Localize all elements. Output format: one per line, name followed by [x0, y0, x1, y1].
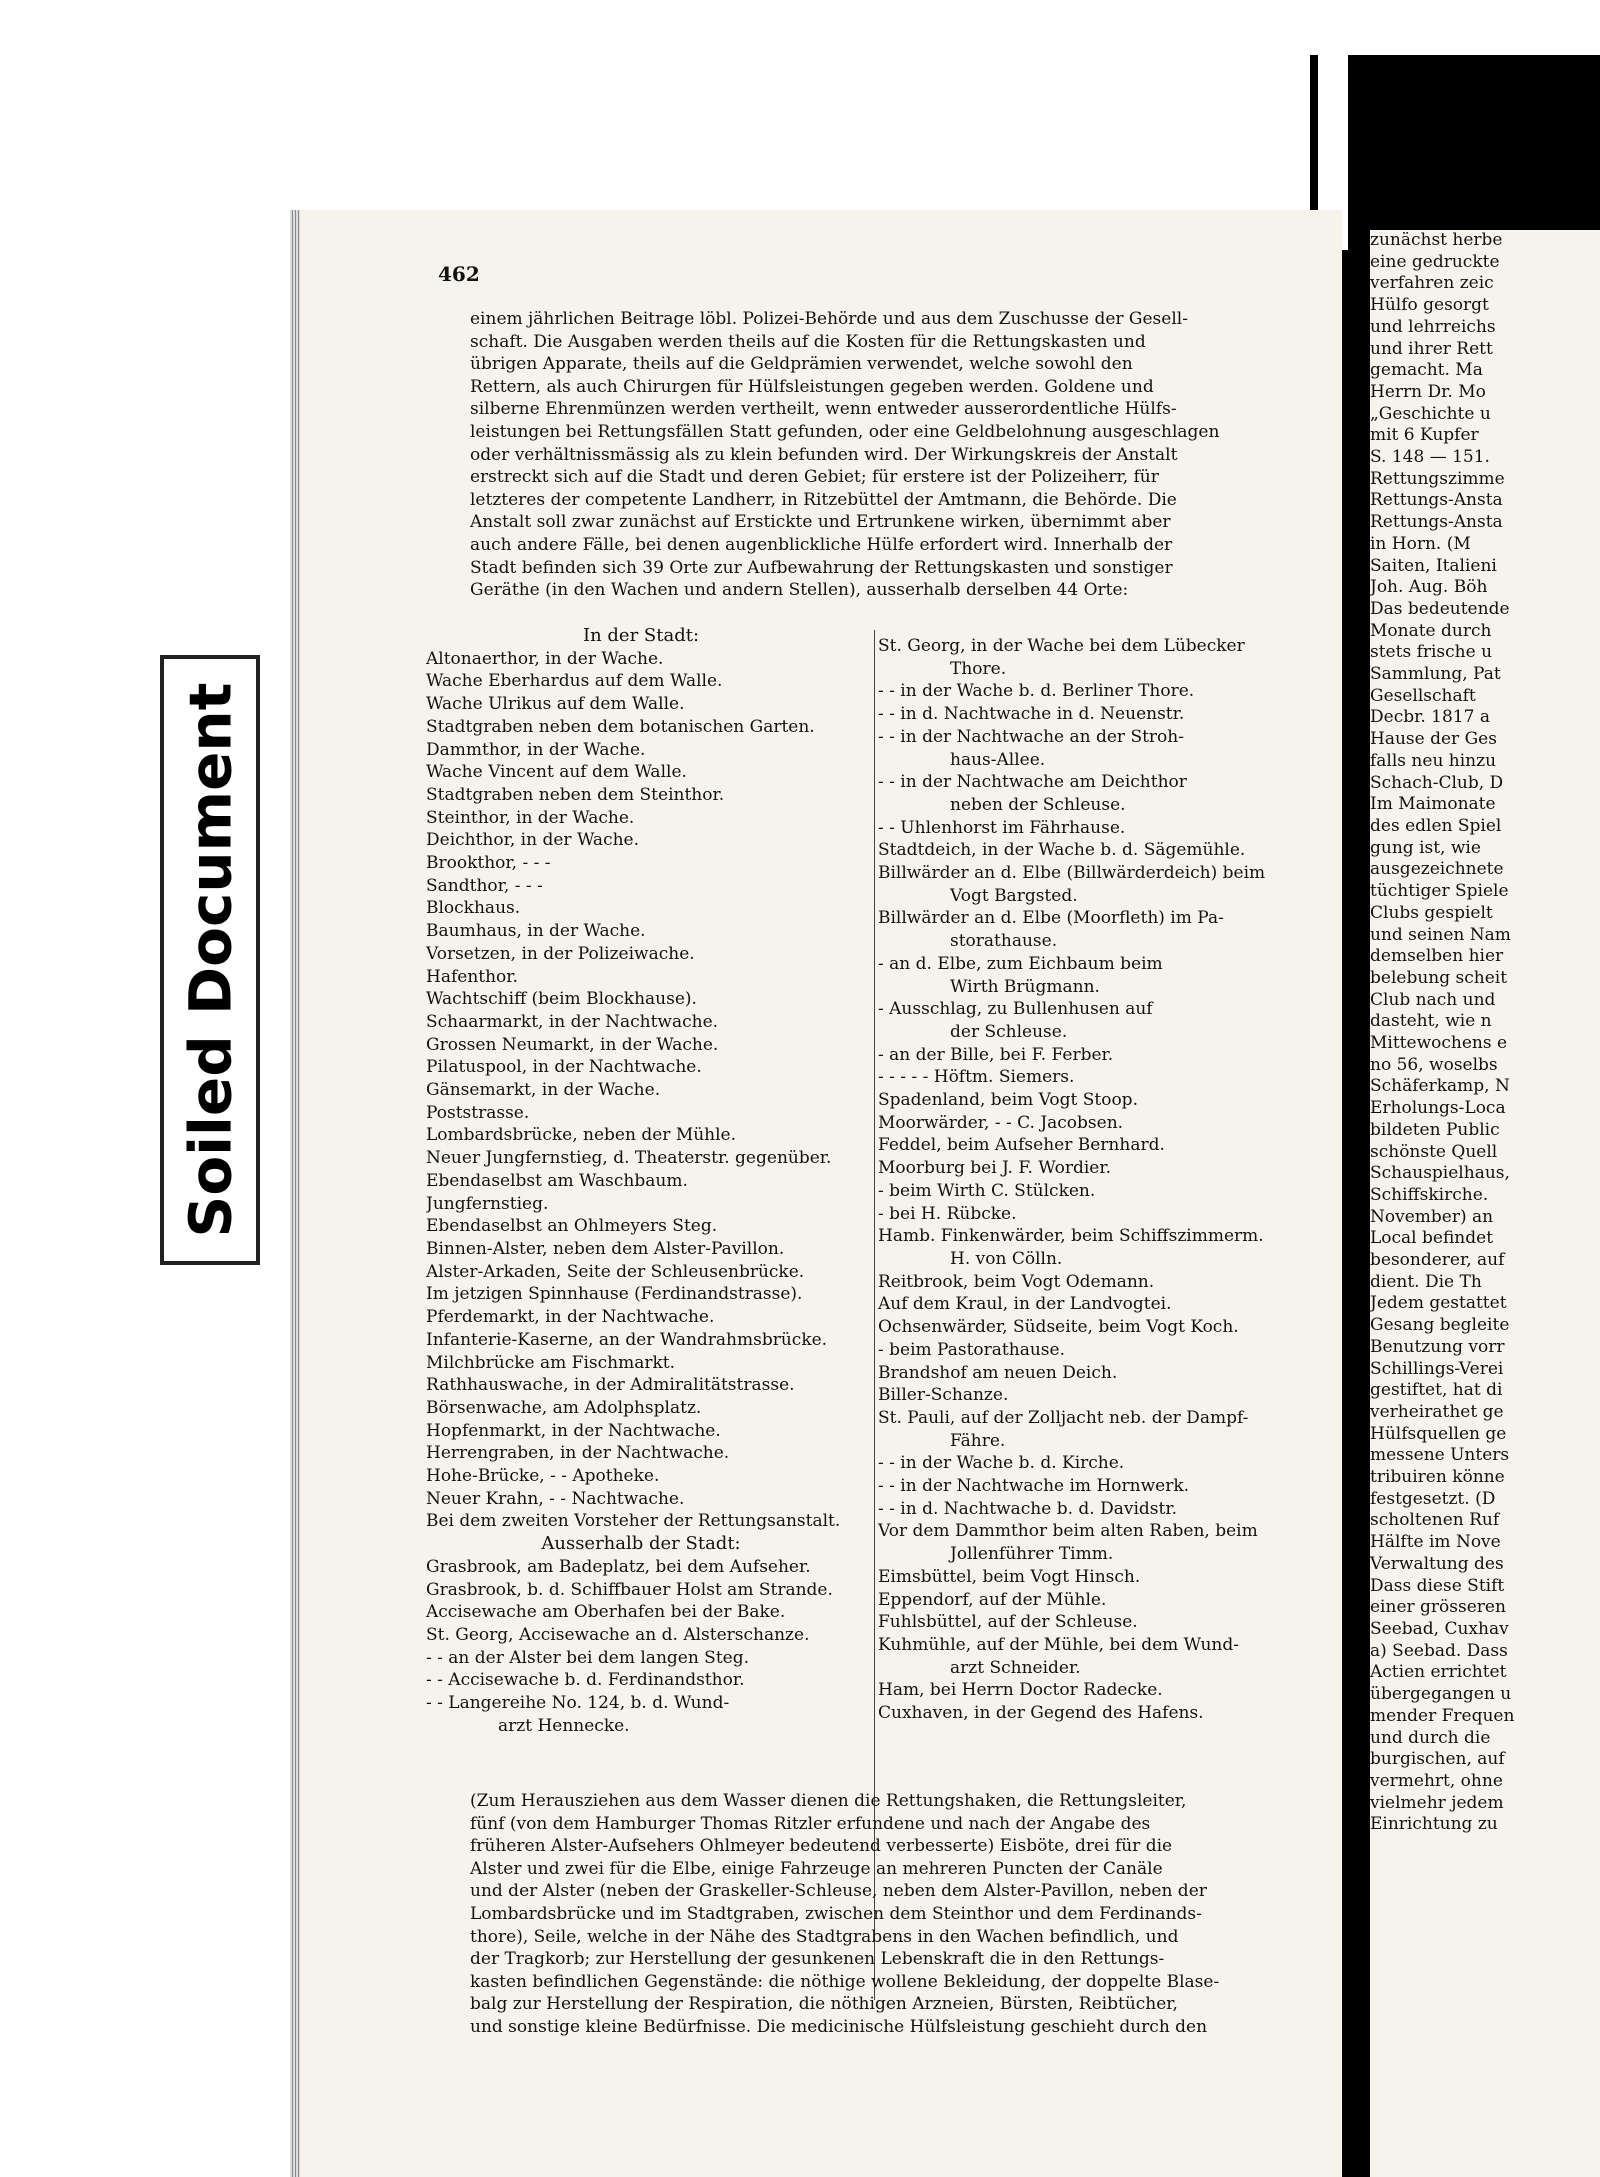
list-item: - - in der Nachtwache am Deichthor: [878, 772, 1187, 793]
list-item: Milchbrücke am Fischmarkt.: [426, 1352, 675, 1373]
list-item: Billwärder an d. Elbe (Billwärderdeich) beim: [878, 863, 1266, 884]
text-line: S. 148 — 151.: [1370, 447, 1490, 468]
list-item: - beim Pastorathause.: [878, 1339, 1065, 1360]
text-line: Verwaltung des: [1370, 1553, 1504, 1574]
list-item: - an d. Elbe, zum Eichbaum beim: [878, 953, 1163, 974]
text-line: Decbr. 1817 a: [1370, 707, 1490, 728]
list-item: Herrengraben, in der Nachtwache.: [426, 1443, 730, 1464]
text-line: gemacht. Ma: [1370, 360, 1483, 381]
text-line: auch andere Fälle, bei denen augenblickliche Hülfe erfordert wird. Innerhalb der: [470, 534, 1173, 555]
text-line: Schauspielhaus,: [1370, 1163, 1510, 1184]
list-item: Spadenland, beim Vogt Stoop.: [878, 1090, 1138, 1111]
text-line: Hause der Ges: [1370, 729, 1497, 750]
text-line: messene Unters: [1370, 1445, 1510, 1466]
list-inside-city: [426, 648, 856, 1533]
list-item: Börsenwache, am Adolphsplatz.: [426, 1397, 702, 1418]
text-line: oder verhältnissmässig als zu klein befunden wird. Der Wirkungskreis der Anstalt: [470, 444, 1178, 465]
text-line: Seebad, Cuxhav: [1370, 1619, 1509, 1639]
text-line: mit 6 Kupfer: [1370, 425, 1479, 446]
text-line: und seinen Nam: [1370, 924, 1511, 945]
list-item: St. Georg, Accisewache an d. Alsterschanze.: [426, 1624, 810, 1645]
list-item: Pilatuspool, in der Nachtwache.: [426, 1057, 702, 1078]
text-line: vielmehr jedem: [1370, 1792, 1504, 1813]
list-item: Im jetzigen Spinnhause (Ferdinandstrasse).: [426, 1284, 803, 1305]
text-line: tüchtiger Spiele: [1370, 881, 1509, 902]
list-item: Auf dem Kraul, in der Landvogtei.: [878, 1294, 1172, 1315]
list-item: - - in d. Nachtwache in d. Neuenstr.: [878, 704, 1185, 725]
list-item: - - Accisewache b. d. Ferdinandsthor.: [426, 1670, 745, 1691]
text-line: stets frische u: [1370, 642, 1493, 663]
text-line: einer grösseren: [1370, 1597, 1506, 1618]
list-item: Wache Ulrikus auf dem Walle.: [426, 694, 685, 715]
text-line: Rettern, als auch Chirurgen für Hülfsleistungen gegeben werden. Goldene und: [470, 376, 1154, 397]
column-heading-outside-city: Ausserhalb der Stadt:: [541, 1533, 741, 1555]
intro-paragraph: [470, 308, 1335, 602]
list-item: Jungfernstieg.: [426, 1193, 549, 1214]
text-line: Gesellschaft: [1370, 685, 1476, 706]
text-line: gestiftet, hat di: [1370, 1380, 1503, 1401]
list-item: Fähre.: [950, 1430, 1006, 1451]
list-item: - an der Bille, bei F. Ferber.: [878, 1044, 1114, 1065]
list-item: Biller-Schanze.: [878, 1385, 1009, 1406]
list-item: Ebendaselbst am Waschbaum.: [426, 1170, 688, 1191]
column-left: [426, 625, 856, 1737]
list-item: Alster-Arkaden, Seite der Schleusenbrücke.: [426, 1261, 805, 1282]
list-item: Wache Eberhardus auf dem Walle.: [426, 671, 723, 692]
list-item: St. Georg, in der Wache bei dem Lübecker: [878, 636, 1245, 656]
list-item: Steinthor, in der Wache.: [426, 807, 635, 828]
text-line: des edlen Spiel: [1370, 815, 1502, 836]
text-line: Herrn Dr. Mo: [1370, 381, 1486, 402]
scan-margin-top-right: [1310, 0, 1600, 55]
list-item: Deichthor, in der Wache.: [426, 830, 640, 851]
list-item: Jollenführer Timm.: [950, 1544, 1114, 1565]
text-line: und ihrer Rett: [1370, 338, 1493, 359]
list-item: Grossen Neumarkt, in der Wache.: [426, 1034, 719, 1055]
text-line: und sonstige kleine Bedürfnisse. Die medicinische Hülfsleistung geschieht durch den: [470, 2016, 1208, 2037]
page-number: 462: [438, 262, 480, 286]
text-line: Rettungszimme: [1370, 468, 1505, 489]
text-line: vermehrt, ohne: [1370, 1770, 1503, 1791]
list-item: - bei H. Rübcke.: [878, 1203, 1017, 1224]
text-line: verheirathet ge: [1370, 1401, 1504, 1422]
list-item: Brookthor, - - -: [426, 853, 551, 874]
list-item: - - in der Nachtwache im Hornwerk.: [878, 1476, 1190, 1497]
list-item: haus-Allee.: [950, 749, 1046, 770]
text-line: Geräthe (in den Wachen und andern Stellen), ausserhalb derselben 44 Orte:: [470, 580, 1129, 601]
list-item: Gänsemarkt, in der Wache.: [426, 1080, 661, 1101]
list-item: Rathhauswache, in der Admiralitätstrasse.: [426, 1375, 795, 1396]
text-line: thore), Seile, welche in der Nähe des Stadtgrabens in den Wachen befindlich, und: [470, 1926, 1179, 1947]
text-line: Hülfo gesorgt: [1370, 295, 1489, 316]
text-line: Hälfte im Nove: [1370, 1532, 1501, 1553]
list-item: Neuer Jungfernstieg, d. Theaterstr. gegenüber.: [426, 1148, 832, 1169]
list-item: Baumhaus, in der Wache.: [426, 921, 646, 942]
list-item: St. Pauli, auf der Zolljacht neb. der Dampf-: [878, 1407, 1249, 1428]
text-line: Schäferkamp, N: [1370, 1076, 1510, 1097]
list-item: Stadtgraben neben dem Steinthor.: [426, 784, 725, 805]
list-item: Grasbrook, am Badeplatz, bei dem Aufseher.: [426, 1556, 811, 1577]
text-line: demselben hier: [1370, 946, 1504, 967]
text-line: Jedem gestattet: [1370, 1293, 1507, 1314]
text-line: Monate durch: [1370, 620, 1492, 641]
list-item: Accisewache am Oberhafen bei der Bake.: [426, 1602, 786, 1623]
text-line: Anstalt soll zwar zunächst auf Erstickte und Ertrunkene wirken, übernimmt aber: [470, 512, 1171, 533]
text-line: früheren Alster-Aufsehers Ohlmeyer bedeutend verbesserte) Eisböte, drei für die: [470, 1836, 1173, 1857]
scan-margin-top: [0, 0, 1310, 215]
list-item: Moorwärder, - - C. Jacobsen.: [878, 1112, 1124, 1133]
text-line: (Zum Herausziehen aus dem Wasser dienen die Rettungshaken, die Rettungsleiter,: [470, 1791, 1187, 1811]
text-line: November) an: [1370, 1206, 1494, 1227]
list-item: Blockhaus.: [426, 898, 521, 919]
text-line: besonderer, auf: [1370, 1250, 1505, 1271]
list-item: Eimsbüttel, beim Vogt Hinsch.: [878, 1566, 1141, 1587]
text-line: Club nach und: [1370, 989, 1496, 1010]
text-line: kasten befindlichen Gegenstände: die nöthige wollene Bekleidung, der doppelte Blase-: [470, 1971, 1220, 1992]
list-item: Kuhmühle, auf der Mühle, bei dem Wund-: [878, 1634, 1239, 1655]
list-item: Thore.: [950, 658, 1007, 679]
text-line: burgischen, auf: [1370, 1749, 1505, 1770]
text-line: falls neu hinzu: [1370, 750, 1497, 771]
text-line: ausgezeichnete: [1370, 859, 1504, 880]
list-item: - - in der Wache b. d. Kirche.: [878, 1453, 1125, 1474]
list-item: neben der Schleuse.: [950, 794, 1126, 815]
text-line: belebung scheit: [1370, 967, 1508, 988]
list-item: Lombardsbrücke, neben der Mühle.: [426, 1125, 737, 1146]
text-line: scholtenen Ruf: [1370, 1510, 1500, 1531]
list-item: Stadtgraben neben dem botanischen Garten.: [426, 716, 815, 737]
text-line: Clubs gespielt: [1370, 902, 1493, 923]
text-line: und der Alster (neben der Graskeller-Schleuse, neben dem Alster-Pavillon, neben der: [470, 1881, 1207, 1902]
text-line: Saiten, Italieni: [1370, 555, 1497, 576]
text-line: a) Seebad. Dass: [1370, 1640, 1508, 1661]
book-page-right-partial: [1370, 230, 1600, 2177]
text-line: Rettungs-Ansta: [1370, 490, 1503, 511]
text-line: Benutzung vorr: [1370, 1336, 1505, 1357]
text-line: Sammlung, Pat: [1370, 664, 1501, 685]
text-line: schönste Quell: [1370, 1141, 1498, 1162]
text-line: tribuiren könne: [1370, 1467, 1505, 1488]
text-line: Joh. Aug. Böh: [1370, 577, 1488, 598]
list-item: - Ausschlag, zu Bullenhusen auf: [878, 999, 1153, 1020]
text-line: Dass diese Stift: [1370, 1575, 1505, 1596]
list-item: Hopfenmarkt, in der Nachtwache.: [426, 1420, 721, 1441]
text-line: balg zur Herstellung der Respiration, die nöthigen Arzneien, Bürsten, Reibtücher,: [470, 1994, 1178, 2015]
list-outside-city: [426, 1556, 856, 1738]
text-line: Lombardsbrücke und im Stadtgraben, zwischen dem Steinthor und dem Ferdinands-: [470, 1903, 1202, 1924]
text-line: übergegangen u: [1370, 1684, 1512, 1705]
text-line: Schiffskirche.: [1370, 1184, 1489, 1205]
text-line: bildeten Public: [1370, 1119, 1500, 1140]
list-item: Ebendaselbst an Ohlmeyers Steg.: [426, 1216, 718, 1237]
text-line: Rettungs-Ansta: [1370, 512, 1503, 533]
list-item: - - in der Nachtwache an der Stroh-: [878, 726, 1184, 747]
list-item: H. von Cölln.: [950, 1248, 1063, 1269]
list-item: - - Uhlenhorst im Fährhause.: [878, 817, 1126, 838]
list-item: - - in d. Nachtwache b. d. Davidstr.: [878, 1498, 1177, 1519]
text-line: einem jährlichen Beitrage löbl. Polizei-Behörde und aus dem Zuschusse der Gesell-: [470, 309, 1188, 329]
list-item: Neuer Krahn, - - Nachtwache.: [426, 1488, 685, 1509]
list-item: Wache Vincent auf dem Walle.: [426, 762, 687, 783]
text-line: schaft. Die Ausgaben werden theils auf die Kosten für die Rettungskasten und: [470, 331, 1146, 352]
list-item: - - - - - Höftm. Siemers.: [878, 1067, 1075, 1088]
text-line: übrigen Apparate, theils auf die Geldprämien verwendet, welche sowohl den: [470, 354, 1133, 375]
text-line: Im Maimonate: [1370, 794, 1496, 815]
list-item: - - Langereihe No. 124, b. d. Wund-: [426, 1693, 730, 1714]
text-line: Mittewochens e: [1370, 1033, 1508, 1054]
text-line: Alster und zwei für die Elbe, einige Fahrzeuge an mehreren Puncten der Canäle: [470, 1858, 1163, 1879]
text-line: festgesetzt. (D: [1370, 1488, 1496, 1509]
list-item: Pferdemarkt, in der Nachtwache.: [426, 1307, 715, 1328]
text-line: erstreckt sich auf die Stadt und deren Gebiet; für erstere ist der Polizeiherr, für: [470, 467, 1159, 488]
list-item: Sandthor, - - -: [426, 875, 543, 896]
list-item: Hamb. Finkenwärder, beim Schiffszimmerm.: [878, 1226, 1264, 1247]
text-line: Stadt befinden sich 39 Orte zur Aufbewahrung der Rettungskasten und sonstiger: [470, 557, 1173, 578]
list-item: Poststrasse.: [426, 1102, 530, 1123]
list-item: storathause.: [950, 931, 1058, 952]
list-item: arzt Schneider.: [950, 1657, 1081, 1678]
text-line: Hülfsquellen ge: [1370, 1423, 1507, 1444]
closing-paragraph: [470, 1790, 1335, 2039]
list-item: Grasbrook, b. d. Schiffbauer Holst am Strande.: [426, 1579, 833, 1600]
text-line: fünf (von dem Hamburger Thomas Ritzler erfundene und nach der Angabe des: [470, 1813, 1151, 1834]
text-line: verfahren zeic: [1370, 273, 1494, 294]
list-item: Brandshof am neuen Deich.: [878, 1362, 1118, 1383]
text-line: no 56, woselbs: [1370, 1054, 1498, 1075]
list-item: Vorsetzen, in der Polizeiwache.: [426, 943, 695, 964]
text-line: Erholungs-Loca: [1370, 1098, 1506, 1119]
list-item: Moorburg bei J. F. Wordier.: [878, 1158, 1112, 1179]
text-line: Local befindet: [1370, 1228, 1494, 1249]
book-page-left: [300, 210, 1342, 2177]
list-item: arzt Hennecke.: [498, 1715, 630, 1736]
list-item: Dammthor, in der Wache.: [426, 739, 646, 760]
list-item: Ham, bei Herrn Doctor Radecke.: [878, 1680, 1163, 1701]
list-item: - beim Wirth C. Stülcken.: [878, 1180, 1096, 1201]
text-line: Gesang begleite: [1370, 1315, 1510, 1336]
list-item: Bei dem zweiten Vorsteher der Rettungsanstalt.: [426, 1511, 841, 1532]
stamp-label: Soiled Document: [176, 682, 245, 1238]
column-heading-inside-city: In der Stadt:: [582, 625, 700, 646]
text-line: „Geschichte u: [1370, 403, 1491, 424]
list-item: - - an der Alster bei dem langen Steg.: [426, 1647, 750, 1668]
text-line: mender Frequen: [1370, 1705, 1515, 1726]
list-item: Altonaerthor, in der Wache.: [426, 648, 664, 669]
list-item: Vor dem Dammthor beim alten Raben, beim: [878, 1521, 1258, 1542]
list-item: Billwärder an d. Elbe (Moorfleth) im Pa-: [878, 908, 1224, 929]
list-item: Cuxhaven, in der Gegend des Hafens.: [878, 1703, 1204, 1724]
list-item: Wirth Brügmann.: [950, 976, 1100, 997]
soiled-document-stamp: [160, 655, 260, 1265]
text-line: Das bedeutende: [1370, 598, 1510, 619]
text-line: Actien errichtet: [1370, 1662, 1507, 1683]
list-item: Schaarmarkt, in der Nachtwache.: [426, 1011, 719, 1032]
list-item: der Schleuse.: [950, 1021, 1068, 1042]
list-item: Hafenthor.: [426, 966, 518, 987]
text-line: leistungen bei Rettungsfällen Statt gefunden, oder eine Geldbelohnung ausgeschlagen: [470, 421, 1220, 442]
list-item: Binnen-Alster, neben dem Alster-Pavillon.: [426, 1238, 785, 1259]
list-item: Fuhlsbüttel, auf der Schleuse.: [878, 1612, 1138, 1633]
text-line: letzteres der competente Landherr, in Ritzebüttel der Amtmann, die Behörde. Die: [470, 489, 1177, 510]
text-line: und durch die: [1370, 1727, 1491, 1748]
list-item: Hohe-Brücke, - - Apotheke.: [426, 1466, 660, 1487]
text-line: silberne Ehrenmünzen werden vertheilt, wenn entweder ausserordentliche Hülfs-: [470, 399, 1177, 420]
text-line: dient. Die Th: [1370, 1271, 1482, 1292]
text-line: gung ist, wie: [1370, 837, 1481, 858]
text-line: in Horn. (M: [1370, 533, 1471, 554]
text-line: dasteht, wie n: [1370, 1011, 1492, 1032]
list-item: Vogt Bargsted.: [950, 885, 1078, 906]
text-line: und lehrreichs: [1370, 316, 1496, 337]
column-right: [878, 635, 1338, 1725]
text-line: Einrichtung zu: [1370, 1814, 1498, 1835]
list-item: Reitbrook, beim Vogt Odemann.: [878, 1271, 1155, 1292]
text-line: zunächst herbe: [1370, 230, 1503, 250]
list-item: Ochsenwärder, Südseite, beim Vogt Koch.: [878, 1317, 1239, 1338]
list-item: Eppendorf, auf der Mühle.: [878, 1589, 1107, 1610]
text-line: Schach-Club, D: [1370, 772, 1504, 793]
list-item: Stadtdeich, in der Wache b. d. Sägemühle.: [878, 840, 1246, 861]
list-item: - - in der Wache b. d. Berliner Thore.: [878, 681, 1195, 702]
list-item: Infanterie-Kaserne, an der Wandrahmsbrücke.: [426, 1329, 828, 1350]
list-item: Feddel, beim Aufseher Bernhard.: [878, 1135, 1165, 1156]
text-line: Schillings-Verei: [1370, 1358, 1504, 1379]
list-item: Wachtschiff (beim Blockhause).: [426, 989, 697, 1010]
text-line: der Tragkorb; zur Herstellung der gesunkenen Lebenskraft die in den Rettungs-: [470, 1949, 1165, 1970]
text-line: eine gedruckte: [1370, 251, 1500, 272]
